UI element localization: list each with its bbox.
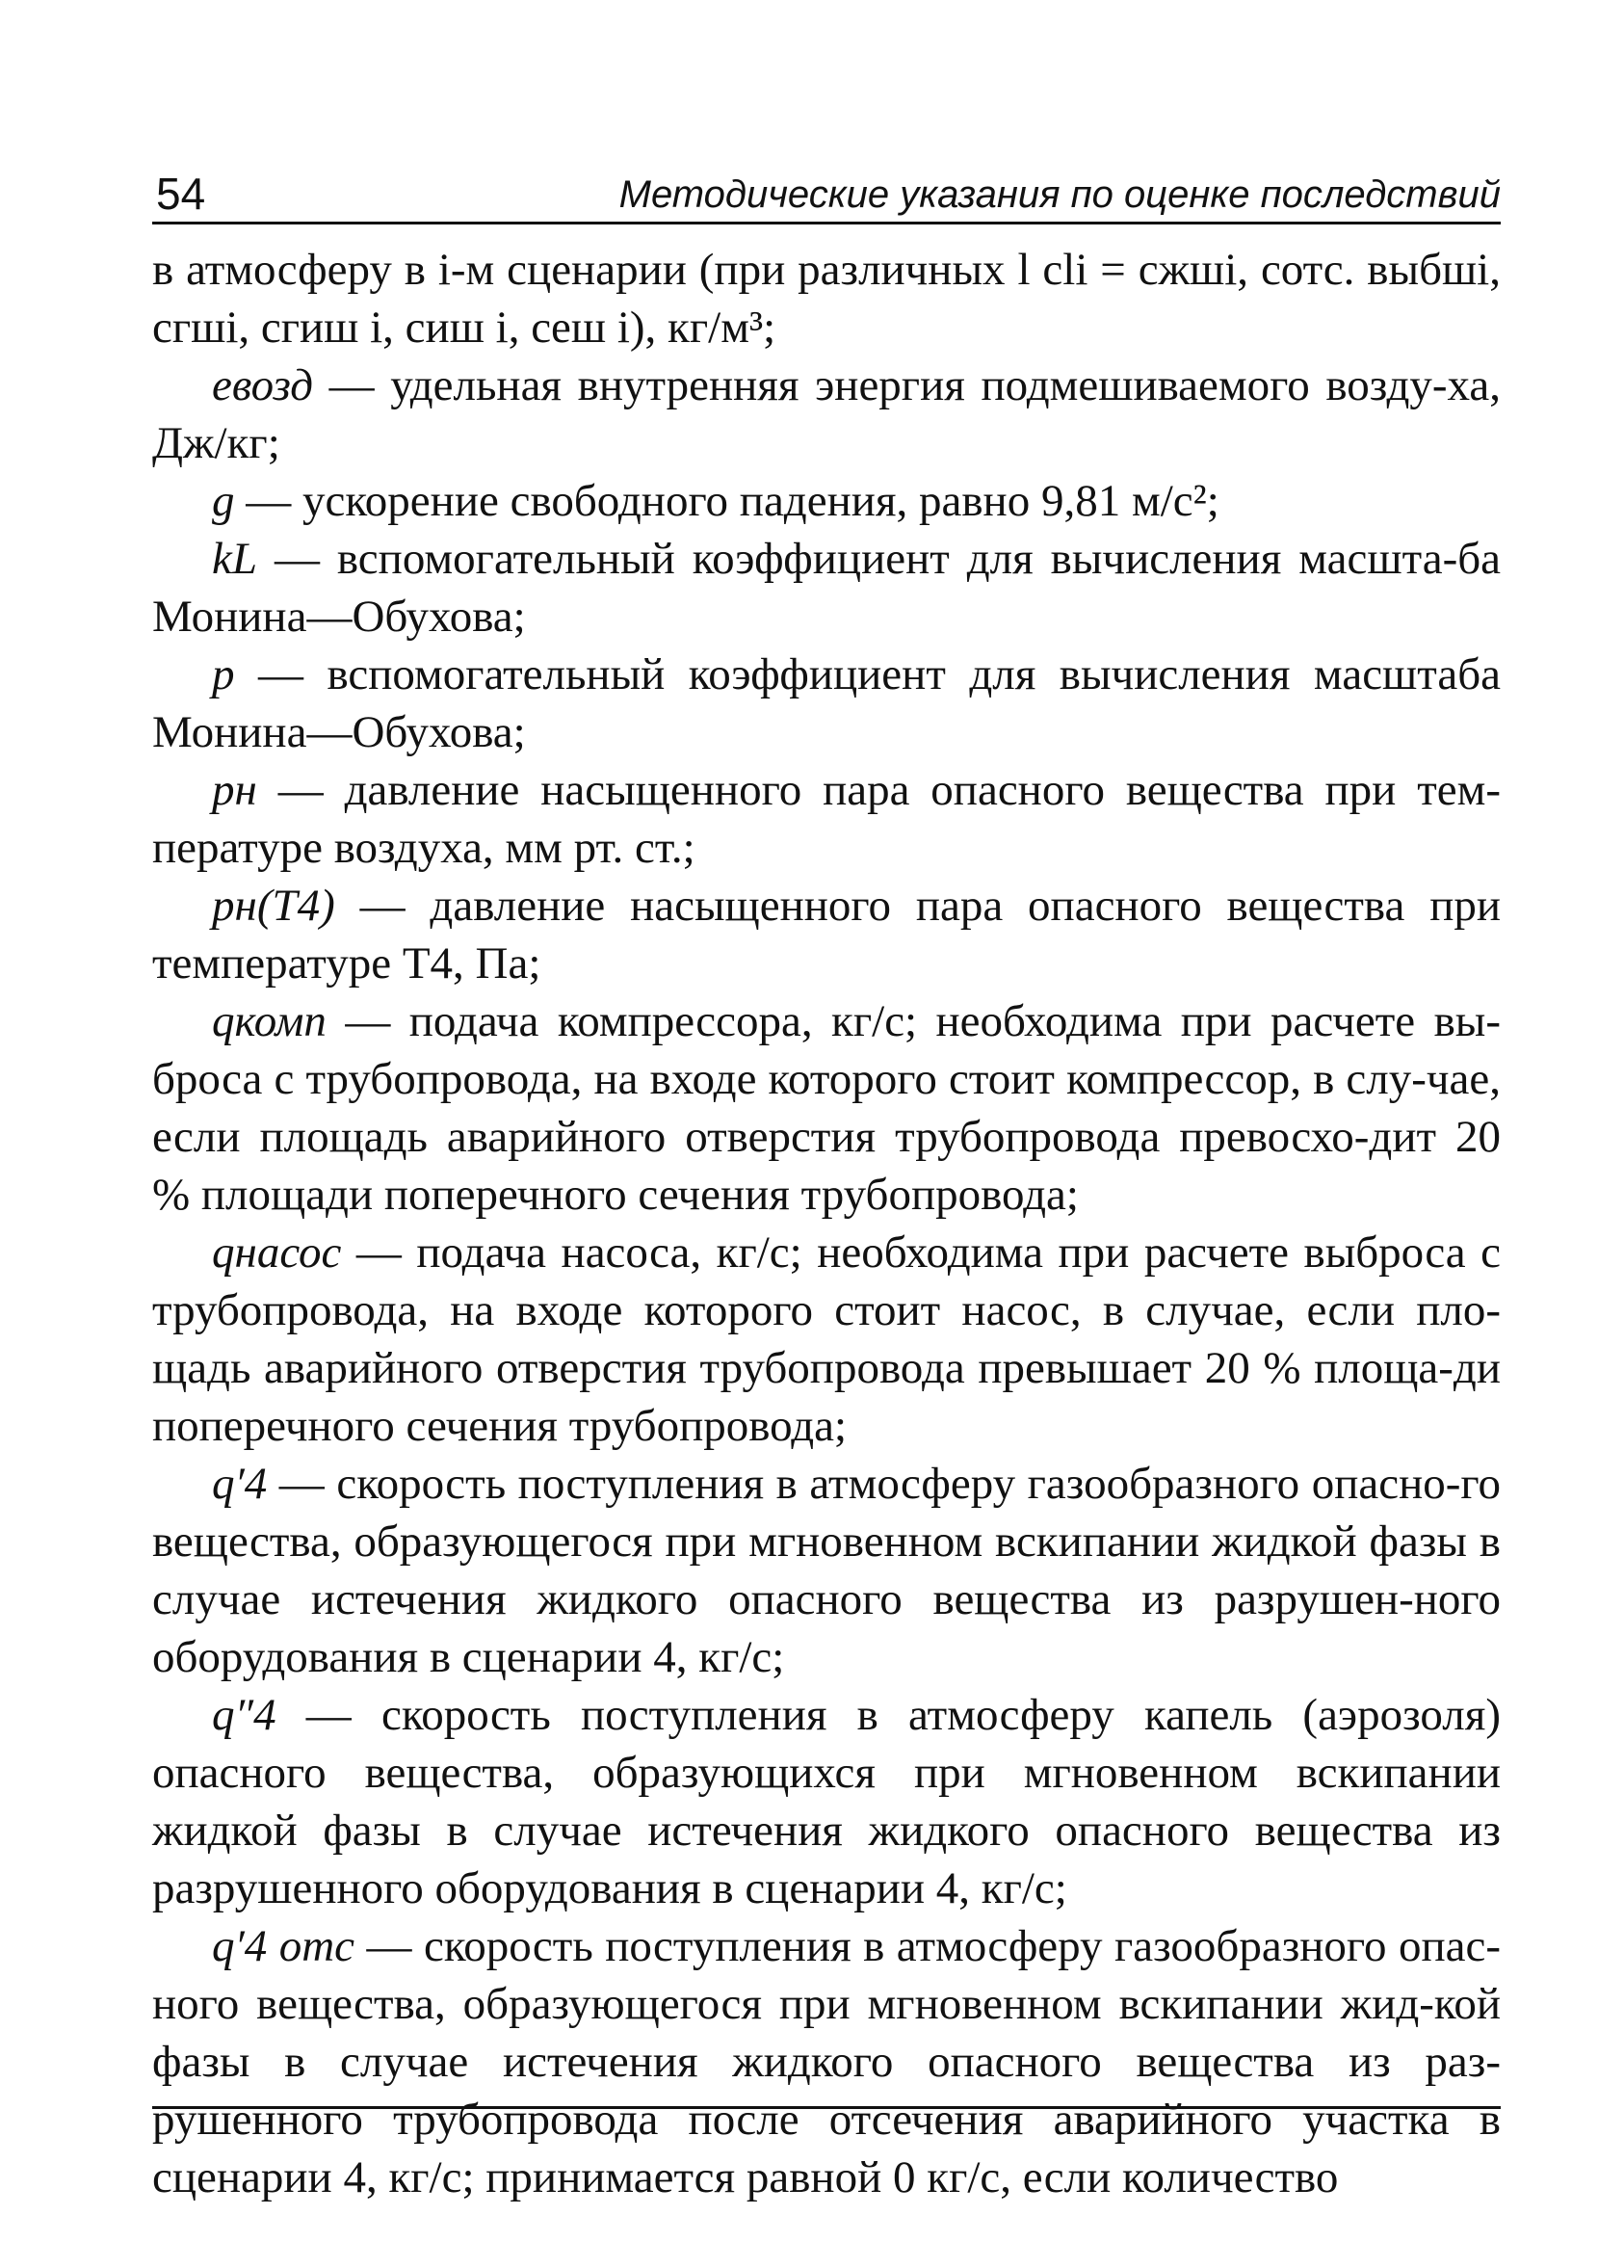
definition-item — [152, 1455, 1501, 1686]
definition-item — [152, 646, 1501, 761]
symbol: p — [212, 649, 235, 699]
running-title: Методические указания по оценке последствий — [618, 173, 1501, 216]
symbol: pн(T4) — [212, 881, 335, 931]
definition-text: — подача компрессора, кг/с; необходима при расчете вы-броса с трубопровода, на входе которого стоит компрессор, в слу-чае, если площадь аварийного отверстия трубопровода превосхо-дит 20 % площади поперечного сечения трубопровода; — [152, 996, 1501, 1220]
bottom-rule — [152, 2106, 1501, 2109]
symbol: q′4 отс — [212, 1921, 355, 1971]
symbol: pн — [212, 765, 257, 815]
paragraph — [152, 241, 1501, 356]
definition-text: — удельная внутренняя энергия подмешиваемого возду-ха, Дж/кг; — [152, 360, 1501, 468]
symbol: g — [212, 476, 235, 526]
definition-item — [152, 877, 1501, 992]
definition-text: — давление насыщенного пара опасного вещества при температуре T4, Па; — [152, 881, 1501, 989]
definition-item — [152, 992, 1501, 1224]
definition-text: — подача насоса, кг/с; необходима при расчете выброса с трубопровода, на входе которого стоит насос, в случае, если пло-щадь аварийного отверстия трубопровода превышает 20 % площа-ди поперечного сечения трубопровода; — [152, 1227, 1501, 1451]
definition-item — [152, 1917, 1501, 2206]
symbol: kL — [212, 534, 257, 584]
symbol: qнасос — [212, 1227, 342, 1278]
definition-item — [152, 530, 1501, 646]
definition-item — [152, 761, 1501, 877]
definition-item — [152, 1686, 1501, 1917]
page-body — [152, 241, 1501, 2206]
definition-text: — скорость поступления в атмосферу газообразного опасно-го вещества, образующегося при мгновенном вскипании жидкой фазы в случае истечения жидкого опасного вещества из разрушен-ного оборудования в сценарии 4, кг/с; — [152, 1459, 1501, 1682]
symbol: q′4 — [212, 1459, 268, 1509]
symbol: q″4 — [212, 1690, 276, 1740]
definition-text: — скорость поступления в атмосферу капель (аэрозоля) опасного вещества, образующихся при мгновенном вскипании жидкой фазы в случае истечения жидкого опасного вещества из разрушенного оборудования в сценарии 4, кг/с; — [152, 1690, 1501, 1913]
definition-text: — ускорение свободного падения, равно 9,81 м/с²; — [234, 476, 1219, 526]
page-header — [152, 166, 1501, 224]
page-number: 54 — [156, 169, 206, 219]
definition-text: — вспомогательный коэффициент для вычисления масштаба Монина—Обухова; — [152, 649, 1501, 757]
symbol: qкомп — [212, 996, 327, 1046]
definition-item — [152, 472, 1501, 530]
paragraph-text: в атмосферу в i-м сценарии (при различных l cli = cжшi, cотс. выбшi, cгшi, cгиш i, cиш i, cеш i), кг/м³; — [152, 245, 1501, 353]
symbol: eвозд — [212, 360, 314, 410]
definition-item — [152, 1224, 1501, 1455]
definition-item — [152, 356, 1501, 472]
definition-text: — скорость поступления в атмосферу газообразного опас-ного вещества, образующегося при мгновенном вскипании жид-кой фазы в случае истечения жидкого опасного вещества из раз-рушенного трубопровода после отсечения аварийного участка в сценарии 4, кг/с; принимается равной 0 кг/с, если количество — [152, 1921, 1501, 2202]
definition-text: — давление насыщенного пара опасного вещества при тем-пературе воздуха, мм рт. ст.; — [152, 765, 1501, 873]
definition-text: — вспомогательный коэффициент для вычисления масшта-ба Монина—Обухова; — [152, 534, 1501, 642]
